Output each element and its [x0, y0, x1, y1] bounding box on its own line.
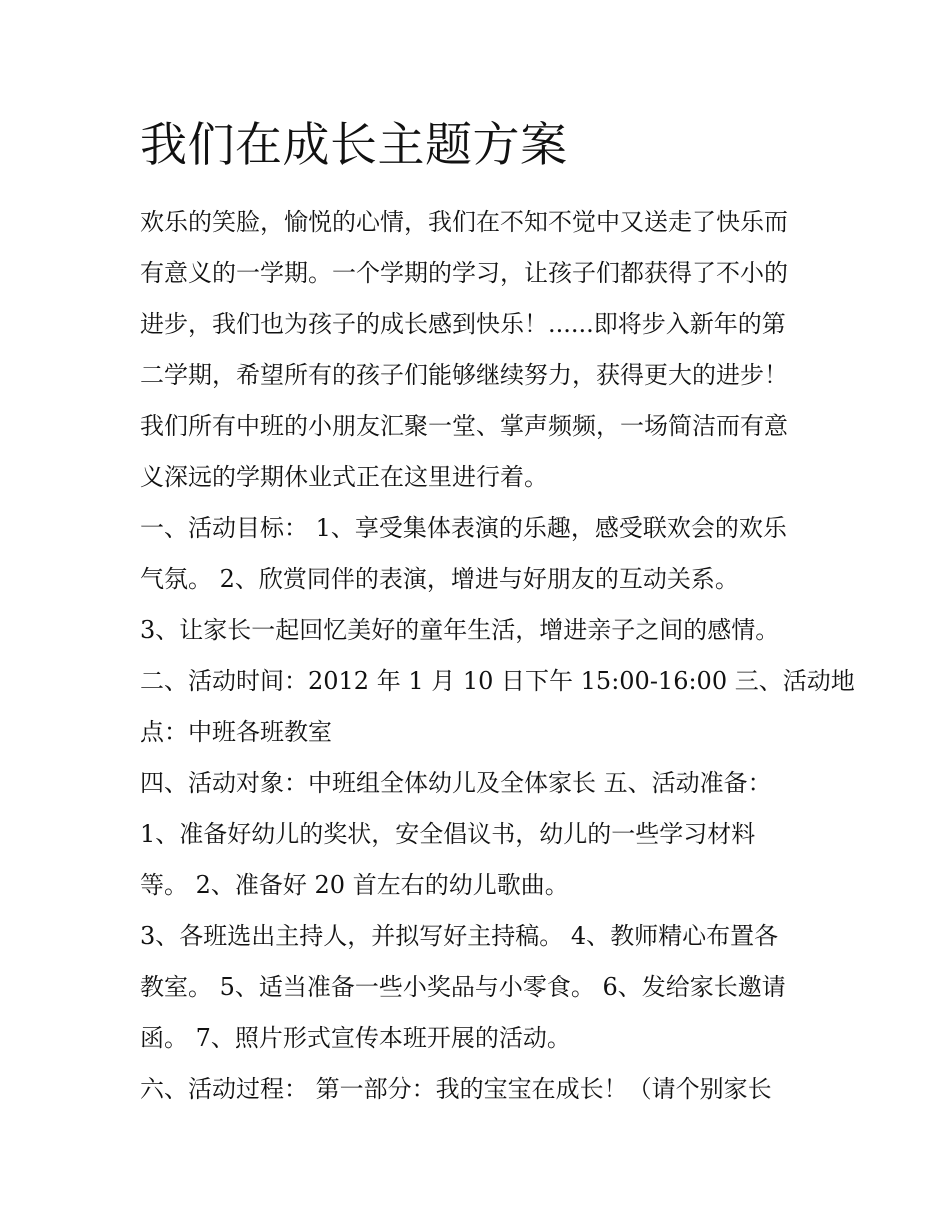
- body-line-12: 四、活动对象：中班组全体幼儿及全体家长 五、活动准备：: [140, 769, 772, 797]
- document-title: 我们在成长主题方案: [140, 118, 568, 173]
- body-line-18: 六、活动过程： 第一部分：我的宝宝在成长！（请个别家长: [140, 1075, 772, 1103]
- body-line-15: 3、各班选出主持人，并拟写好主持稿。 4、教师精心布置各: [140, 922, 779, 950]
- body-line-7: 一、活动目标： 1、享受集体表演的乐趣，感受联欢会的欢乐: [140, 514, 787, 542]
- body-line-9: 3、让家长一起回忆美好的童年生活，增进亲子之间的感情。: [140, 616, 780, 644]
- body-line-10: 二、活动时间：2012 年 1 月 10 日下午 15:00-16:00 三、活动地: [140, 667, 855, 695]
- body-line-11: 点：中班各班教室: [140, 718, 332, 746]
- body-line-2: 有意义的一学期。一个学期的学习，让孩子们都获得了不小的: [140, 259, 788, 287]
- body-line-3: 进步，我们也为孩子的成长感到快乐！......即将步入新年的第: [140, 310, 786, 338]
- body-line-14: 等。 2、准备好 20 首左右的幼儿歌曲。: [140, 871, 569, 899]
- body-line-5: 我们所有中班的小朋友汇聚一堂、掌声频频，一场简洁而有意: [140, 412, 788, 440]
- body-line-6: 义深远的学期休业式正在这里进行着。: [140, 463, 548, 491]
- body-line-16: 教室。 5、适当准备一些小奖品与小零食。 6、发给家长邀请: [140, 973, 786, 1001]
- body-line-4: 二学期，希望所有的孩子们能够继续努力，获得更大的进步！: [140, 361, 788, 389]
- body-line-8: 气氛。 2、欣赏同伴的表演，增进与好朋友的互动关系。: [140, 565, 739, 593]
- body-line-17: 函。 7、照片形式宣传本班开展的活动。: [140, 1024, 571, 1052]
- body-line-1: 欢乐的笑脸，愉悦的心情，我们在不知不觉中又送走了快乐而: [140, 208, 788, 236]
- body-line-13: 1、准备好幼儿的奖状，安全倡议书，幼儿的一些学习材料: [140, 820, 756, 848]
